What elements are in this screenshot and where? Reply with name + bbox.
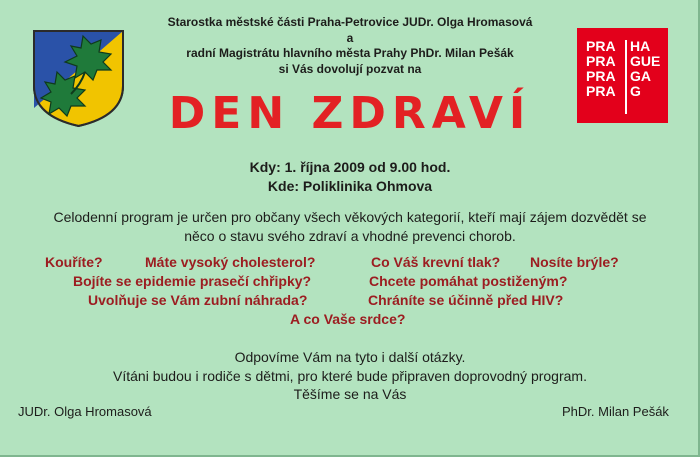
question: Co Váš krevní tlak? xyxy=(371,254,501,270)
question: Máte vysoký cholesterol? xyxy=(145,254,316,270)
logo-text: HA xyxy=(630,38,651,54)
event-details xyxy=(0,158,700,196)
header-line-2: a xyxy=(346,30,354,45)
logo-text: GUE xyxy=(630,53,661,69)
header-line-4: si Vás dovolují pozvat na xyxy=(278,61,422,76)
closing-line-2: Vítáni budou i rodiče s dětmi, pro které bude připraven doprovodný program. xyxy=(113,367,587,384)
event-title: DEN ZDRAVÍ xyxy=(168,88,532,139)
header-line-3: radní Magistrátu hlavního města Prahy PhDr. Milan Pešák xyxy=(186,46,514,60)
logo-text: PRA xyxy=(586,53,616,69)
program-description: Celodenní program je určen pro občany všech věkových kategorií, kteří mají zájem dozvědět se něco o stavu svého zdraví a vhodné prevenci chorob. xyxy=(53,209,647,244)
closing-line-1: Odpovíme Vám na tyto i další otázky. xyxy=(234,349,466,365)
signature-left: JUDr. Olga Hromasová xyxy=(18,404,152,419)
logo-text: PRA xyxy=(586,68,616,84)
closing-line-3: Těšíme se na Vás xyxy=(293,386,407,402)
question: A co Vaše srdce? xyxy=(290,311,406,327)
question: Nosíte brýle? xyxy=(530,254,619,270)
question: Chráníte se účinně před HIV? xyxy=(368,292,564,308)
question: Kouříte? xyxy=(45,254,103,270)
closing-text xyxy=(0,348,700,404)
event-location: Kde: Poliklinika Ohmova xyxy=(267,178,433,194)
header-invitation xyxy=(150,15,550,77)
logo-text: PRA xyxy=(586,83,616,99)
logo-text: GA xyxy=(630,68,651,84)
event-date: Kdy: 1. října 2009 od 9.00 hod. xyxy=(249,159,451,175)
header-line-1: Starostka městské části Praha-Petrovice JUDr. Olga Hromasová xyxy=(167,15,533,29)
logo-text: G xyxy=(630,83,641,99)
signature-right: PhDr. Milan Pešák xyxy=(562,404,669,419)
question: Uvolňuje se Vám zubní náhrada? xyxy=(88,292,308,308)
logo-text: PRA xyxy=(586,38,616,54)
question: Bojíte se epidemie prasečí chřipky? xyxy=(73,273,312,289)
question: Chcete pomáhat postiženým? xyxy=(369,273,568,289)
